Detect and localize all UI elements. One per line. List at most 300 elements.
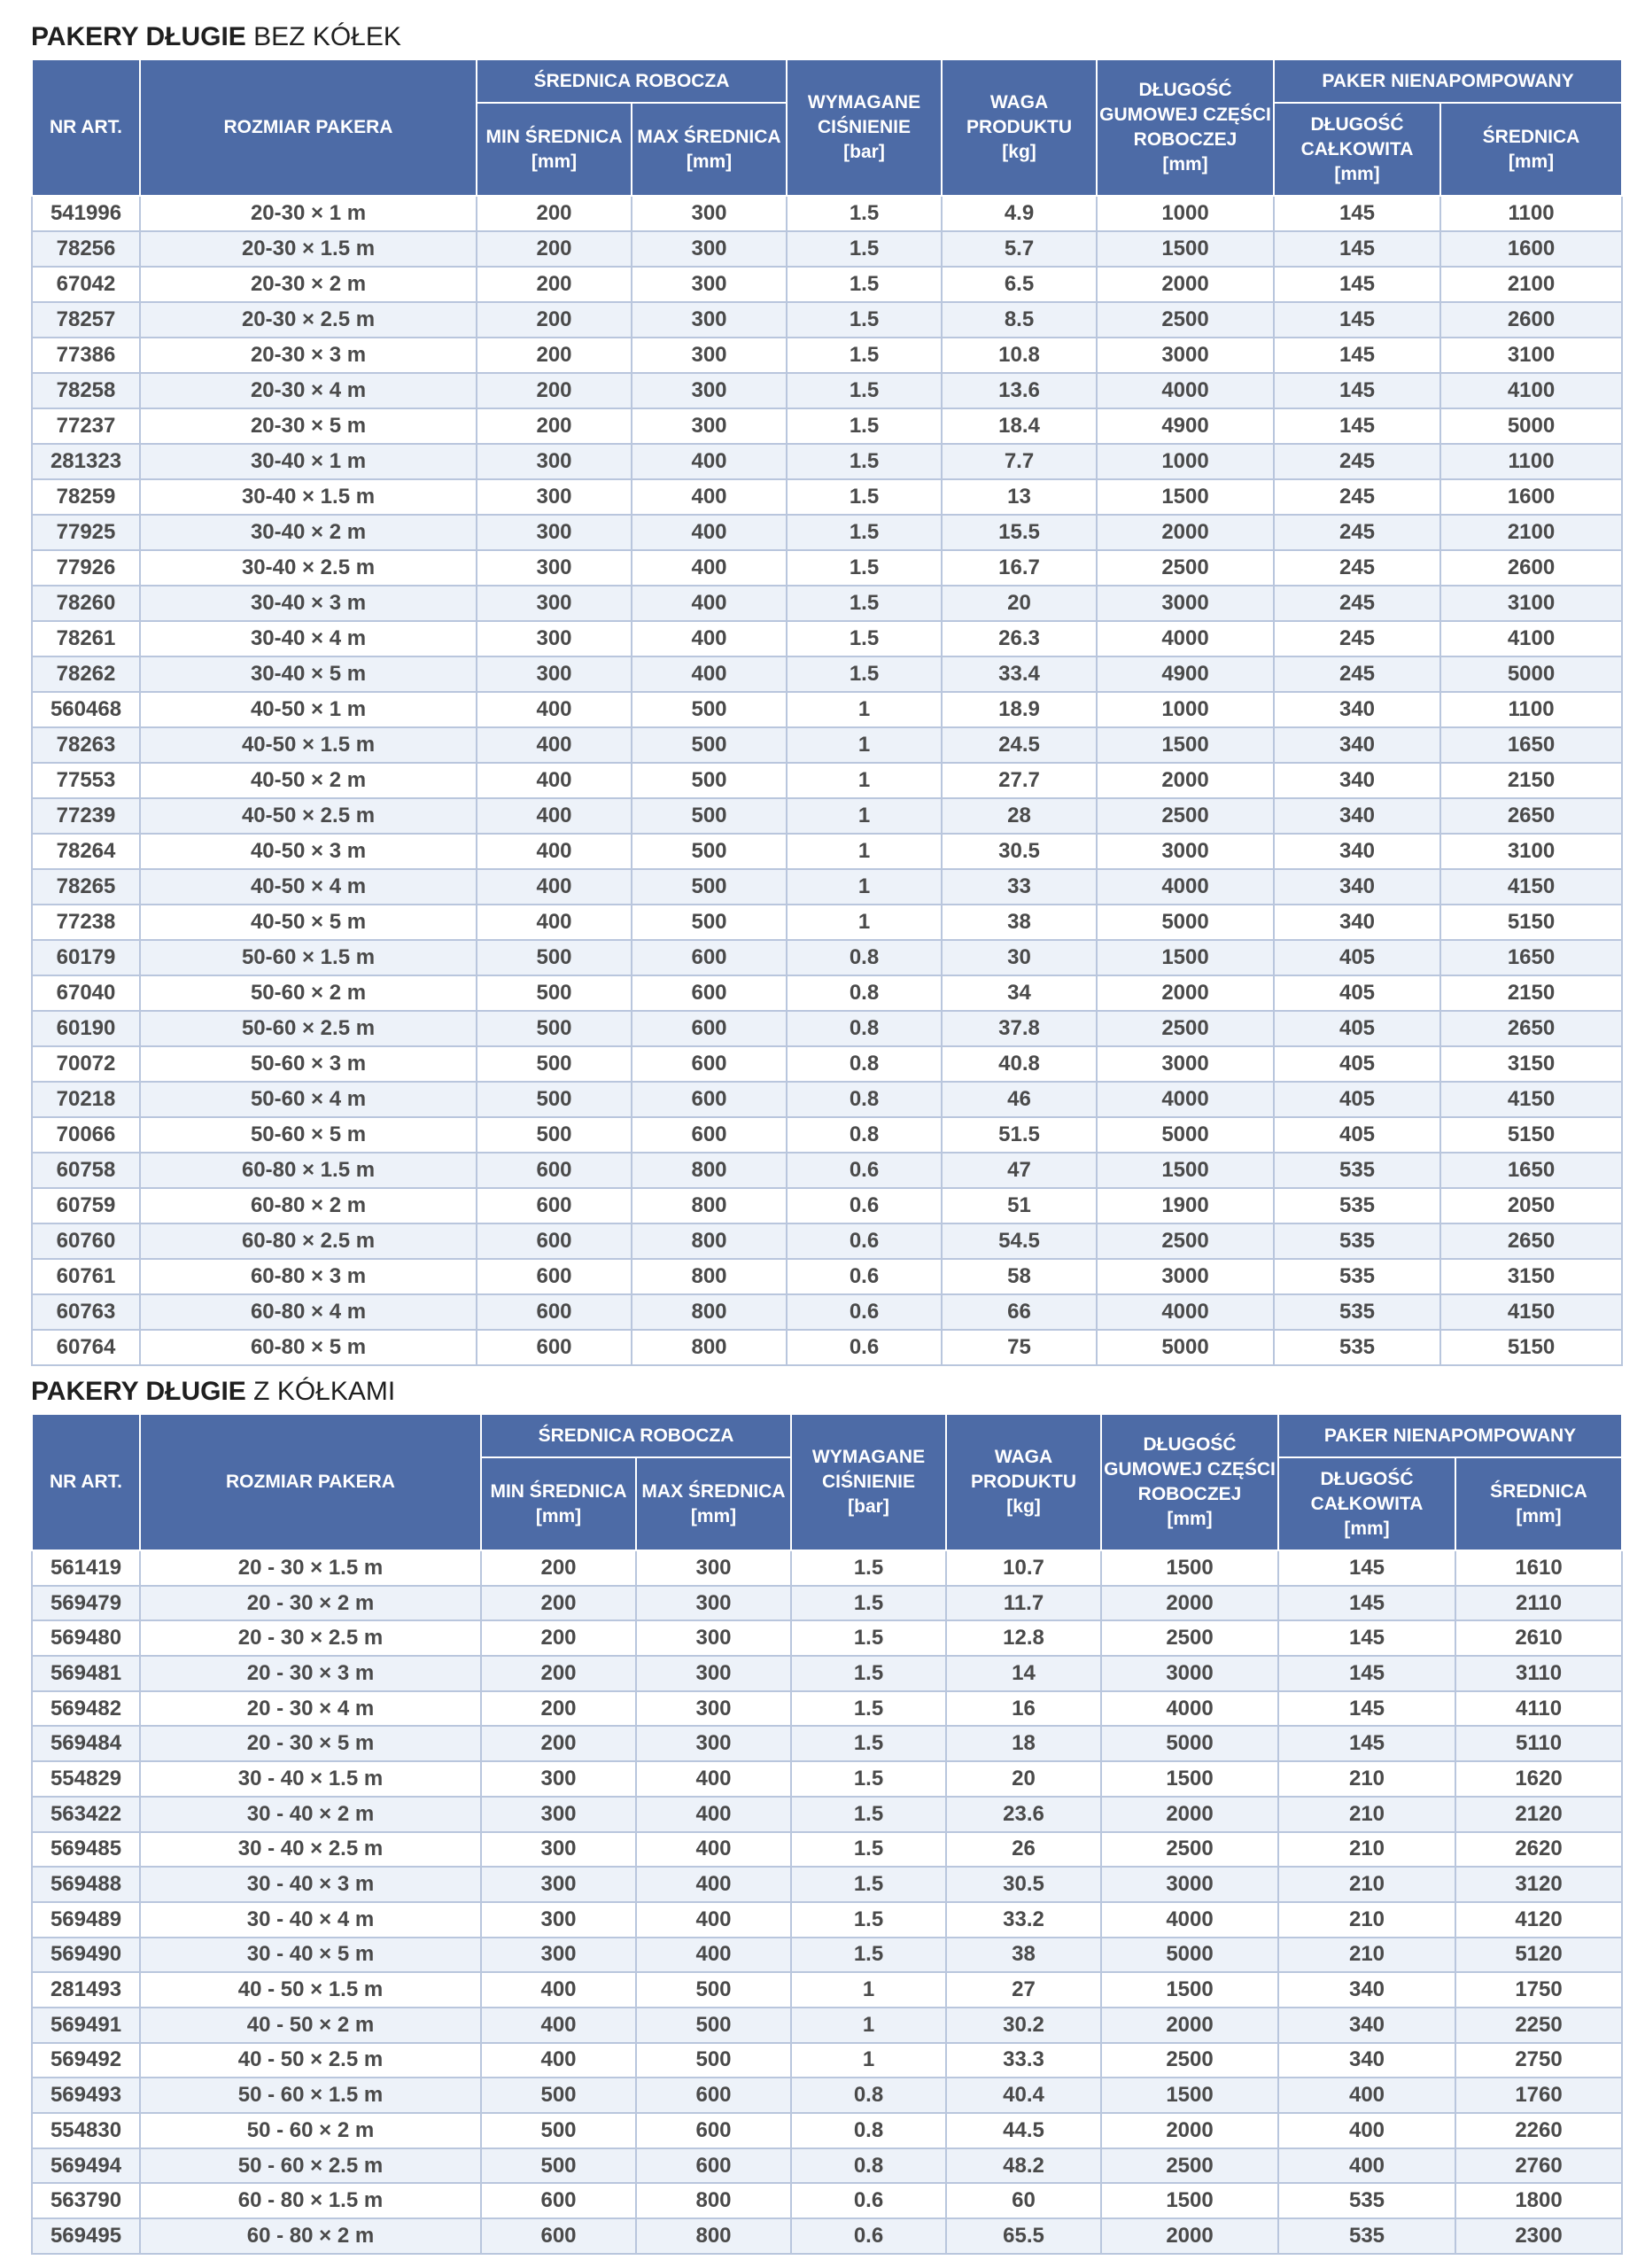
cell-dlugosc-calkowita: 405 (1274, 1117, 1440, 1153)
cell-nr-art: 561419 (32, 1550, 140, 1586)
cell-rozmiar: 30-40 × 3 m (140, 586, 477, 621)
cell-dlugosc-gumowej: 2000 (1097, 975, 1274, 1011)
cell-max-srednica: 400 (636, 1832, 791, 1868)
cell-cisnienie: 0.8 (791, 2078, 946, 2113)
cell-max-srednica: 500 (632, 727, 787, 763)
table-row (32, 338, 1622, 373)
cell-dlugosc-calkowita: 340 (1278, 1972, 1455, 2008)
cell-srednica: 4150 (1440, 1294, 1622, 1330)
cell-min-srednica: 400 (481, 2008, 636, 2043)
cell-waga: 38 (942, 905, 1097, 940)
cell-min-srednica: 400 (477, 692, 632, 727)
cell-max-srednica: 300 (636, 1726, 791, 1761)
cell-dlugosc-gumowej: 2500 (1097, 550, 1274, 586)
cell-rozmiar: 20-30 × 4 m (140, 373, 477, 408)
cell-nr-art: 563790 (32, 2183, 140, 2218)
cell-srednica: 4110 (1455, 1691, 1622, 1727)
cell-srednica: 2620 (1455, 1832, 1622, 1868)
cell-min-srednica: 200 (477, 231, 632, 267)
cell-nr-art: 78256 (32, 231, 140, 267)
cell-dlugosc-gumowej: 2500 (1097, 1011, 1274, 1046)
cell-rozmiar: 50-60 × 4 m (140, 1082, 477, 1117)
cell-max-srednica: 300 (632, 408, 787, 444)
cell-dlugosc-calkowita: 340 (1274, 692, 1440, 727)
cell-max-srednica: 800 (632, 1153, 787, 1188)
cell-min-srednica: 500 (477, 1117, 632, 1153)
table-row (32, 444, 1622, 479)
cell-max-srednica: 400 (636, 1902, 791, 1938)
cell-dlugosc-calkowita: 535 (1274, 1188, 1440, 1223)
cell-dlugosc-calkowita: 245 (1274, 515, 1440, 550)
cell-dlugosc-gumowej: 5000 (1097, 1117, 1274, 1153)
cell-srednica: 2100 (1440, 515, 1622, 550)
cell-rozmiar: 30-40 × 4 m (140, 621, 477, 656)
cell-max-srednica: 800 (636, 2183, 791, 2218)
cell-dlugosc-calkowita: 340 (1274, 798, 1440, 834)
cell-waga: 6.5 (942, 267, 1097, 302)
cell-min-srednica: 300 (481, 1832, 636, 1868)
table-row (32, 1223, 1622, 1259)
header-paker-nienapompowany: PAKER NIENAPOMPOWANY (1274, 59, 1622, 103)
cell-rozmiar: 20 - 30 × 2 m (140, 1586, 481, 1621)
cell-srednica: 3120 (1455, 1867, 1622, 1902)
table-row (32, 1761, 1622, 1797)
cell-rozmiar: 40-50 × 5 m (140, 905, 477, 940)
cell-min-srednica: 300 (481, 1761, 636, 1797)
section-title-bold: PAKERY DŁUGIE (31, 22, 246, 51)
cell-rozmiar: 50 - 60 × 2 m (140, 2113, 481, 2148)
table-row (32, 2078, 1622, 2113)
cell-min-srednica: 500 (477, 940, 632, 975)
cell-dlugosc-gumowej: 2000 (1101, 1586, 1278, 1621)
cell-nr-art: 60763 (32, 1294, 140, 1330)
cell-min-srednica: 500 (481, 2113, 636, 2148)
table-row (32, 586, 1622, 621)
cell-waga: 10.7 (946, 1550, 1101, 1586)
cell-nr-art: 78264 (32, 834, 140, 869)
cell-dlugosc-calkowita: 400 (1278, 2078, 1455, 2113)
cell-srednica: 1100 (1440, 444, 1622, 479)
cell-dlugosc-calkowita: 145 (1274, 196, 1440, 231)
cell-waga: 33.4 (942, 656, 1097, 692)
cell-cisnienie: 1.5 (787, 302, 942, 338)
cell-nr-art: 60190 (32, 1011, 140, 1046)
cell-waga: 40.8 (942, 1046, 1097, 1082)
cell-srednica: 2650 (1440, 798, 1622, 834)
cell-dlugosc-calkowita: 210 (1278, 1761, 1455, 1797)
cell-srednica: 3100 (1440, 834, 1622, 869)
cell-min-srednica: 400 (477, 834, 632, 869)
cell-max-srednica: 300 (636, 1620, 791, 1656)
cell-min-srednica: 200 (477, 196, 632, 231)
cell-srednica: 2600 (1440, 302, 1622, 338)
cell-nr-art: 569495 (32, 2218, 140, 2254)
cell-min-srednica: 600 (477, 1223, 632, 1259)
cell-nr-art: 60179 (32, 940, 140, 975)
cell-waga: 34 (942, 975, 1097, 1011)
cell-cisnienie: 1 (791, 2043, 946, 2078)
cell-dlugosc-calkowita: 245 (1274, 479, 1440, 515)
cell-dlugosc-calkowita: 400 (1278, 2113, 1455, 2148)
cell-waga: 30.5 (942, 834, 1097, 869)
cell-rozmiar: 40 - 50 × 1.5 m (140, 1972, 481, 2008)
cell-dlugosc-gumowej: 1500 (1101, 1550, 1278, 1586)
cell-waga: 58 (942, 1259, 1097, 1294)
cell-srednica: 3150 (1440, 1259, 1622, 1294)
cell-rozmiar: 30-40 × 2.5 m (140, 550, 477, 586)
cell-min-srednica: 200 (477, 302, 632, 338)
cell-dlugosc-calkowita: 535 (1274, 1223, 1440, 1259)
cell-dlugosc-calkowita: 405 (1274, 1082, 1440, 1117)
table-row (32, 1330, 1622, 1365)
cell-max-srednica: 400 (636, 1867, 791, 1902)
cell-waga: 47 (942, 1153, 1097, 1188)
cell-dlugosc-gumowej: 1900 (1097, 1188, 1274, 1223)
header-max-srednica: MAX ŚREDNICA [mm] (632, 103, 787, 196)
table-row (32, 2043, 1622, 2078)
header-wymagane: WYMAGANE CIŚNIENIE [bar] (787, 59, 942, 196)
cell-dlugosc-gumowej: 3000 (1097, 586, 1274, 621)
cell-min-srednica: 200 (481, 1656, 636, 1691)
cell-max-srednica: 500 (632, 692, 787, 727)
cell-dlugosc-calkowita: 535 (1274, 1330, 1440, 1365)
cell-max-srednica: 600 (632, 940, 787, 975)
cell-min-srednica: 300 (477, 515, 632, 550)
cell-max-srednica: 800 (636, 2218, 791, 2254)
header-waga: WAGA PRODUKTU [kg] (946, 1414, 1101, 1550)
cell-cisnienie: 0.6 (787, 1153, 942, 1188)
cell-dlugosc-calkowita: 145 (1274, 373, 1440, 408)
cell-min-srednica: 200 (477, 338, 632, 373)
cell-srednica: 2100 (1440, 267, 1622, 302)
table-row (32, 1972, 1622, 2008)
cell-nr-art: 77238 (32, 905, 140, 940)
cell-waga: 5.7 (942, 231, 1097, 267)
cell-srednica: 4100 (1440, 621, 1622, 656)
cell-waga: 18 (946, 1726, 1101, 1761)
cell-max-srednica: 300 (636, 1586, 791, 1621)
cell-max-srednica: 300 (632, 302, 787, 338)
header-srednica-robocza: ŚREDNICA ROBOCZA (481, 1414, 791, 1457)
cell-waga: 75 (942, 1330, 1097, 1365)
cell-dlugosc-calkowita: 245 (1274, 550, 1440, 586)
table-row (32, 550, 1622, 586)
cell-waga: 7.7 (942, 444, 1097, 479)
cell-dlugosc-gumowej: 1500 (1101, 2078, 1278, 2113)
cell-dlugosc-gumowej: 2000 (1097, 763, 1274, 798)
cell-rozmiar: 50-60 × 1.5 m (140, 940, 477, 975)
cell-cisnienie: 1.5 (787, 444, 942, 479)
cell-rozmiar: 40-50 × 4 m (140, 869, 477, 905)
cell-min-srednica: 400 (477, 905, 632, 940)
cell-min-srednica: 400 (481, 1972, 636, 2008)
header-dlugosc-calkowita: DŁUGOŚĆ CAŁKOWITA [mm] (1274, 103, 1440, 196)
cell-dlugosc-gumowej: 4000 (1097, 1294, 1274, 1330)
cell-min-srednica: 500 (481, 2148, 636, 2184)
cell-nr-art: 569481 (32, 1656, 140, 1691)
cell-cisnienie: 1.5 (791, 1832, 946, 1868)
cell-max-srednica: 400 (636, 1797, 791, 1832)
cell-nr-art: 569484 (32, 1726, 140, 1761)
cell-cisnienie: 1 (787, 905, 942, 940)
cell-dlugosc-gumowej: 3000 (1101, 1656, 1278, 1691)
cell-srednica: 2610 (1455, 1620, 1622, 1656)
cell-cisnienie: 1 (791, 1972, 946, 2008)
cell-srednica: 2050 (1440, 1188, 1622, 1223)
header-dlugosc-gumowej: DŁUGOŚĆ GUMOWEJ CZĘŚCI ROBOCZEJ [mm] (1101, 1414, 1278, 1550)
cell-rozmiar: 30 - 40 × 2.5 m (140, 1832, 481, 1868)
cell-rozmiar: 40-50 × 1 m (140, 692, 477, 727)
cell-dlugosc-gumowej: 1500 (1097, 231, 1274, 267)
cell-min-srednica: 200 (477, 408, 632, 444)
cell-rozmiar: 50-60 × 5 m (140, 1117, 477, 1153)
cell-rozmiar: 40-50 × 2.5 m (140, 798, 477, 834)
cell-waga: 26.3 (942, 621, 1097, 656)
cell-cisnienie: 1.5 (787, 586, 942, 621)
cell-rozmiar: 50-60 × 2 m (140, 975, 477, 1011)
cell-dlugosc-calkowita: 245 (1274, 621, 1440, 656)
cell-dlugosc-gumowej: 4000 (1097, 373, 1274, 408)
cell-min-srednica: 600 (477, 1259, 632, 1294)
cell-dlugosc-calkowita: 210 (1278, 1797, 1455, 1832)
cell-max-srednica: 600 (632, 1082, 787, 1117)
cell-dlugosc-gumowej: 4000 (1097, 869, 1274, 905)
cell-srednica: 5150 (1440, 905, 1622, 940)
cell-nr-art: 541996 (32, 196, 140, 231)
cell-waga: 14 (946, 1656, 1101, 1691)
cell-cisnienie: 1.5 (791, 1797, 946, 1832)
cell-waga: 48.2 (946, 2148, 1101, 2184)
cell-rozmiar: 60 - 80 × 2 m (140, 2218, 481, 2254)
table-row (32, 656, 1622, 692)
cell-srednica: 2750 (1455, 2043, 1622, 2078)
cell-srednica: 1760 (1455, 2078, 1622, 2113)
cell-dlugosc-calkowita: 340 (1274, 834, 1440, 869)
cell-waga: 33.3 (946, 2043, 1101, 2078)
cell-max-srednica: 500 (636, 1972, 791, 2008)
cell-dlugosc-calkowita: 145 (1274, 267, 1440, 302)
cell-nr-art: 569480 (32, 1620, 140, 1656)
section-title-bold: PAKERY DŁUGIE (31, 1377, 246, 1406)
cell-rozmiar: 40-50 × 3 m (140, 834, 477, 869)
cell-nr-art: 563422 (32, 1797, 140, 1832)
cell-srednica: 2650 (1440, 1011, 1622, 1046)
cell-srednica: 2260 (1455, 2113, 1622, 2148)
cell-dlugosc-gumowej: 1500 (1097, 1153, 1274, 1188)
cell-rozmiar: 20-30 × 5 m (140, 408, 477, 444)
cell-min-srednica: 500 (477, 1082, 632, 1117)
cell-min-srednica: 200 (481, 1586, 636, 1621)
cell-nr-art: 77386 (32, 338, 140, 373)
cell-srednica: 2600 (1440, 550, 1622, 586)
table-row (32, 1188, 1622, 1223)
cell-dlugosc-gumowej: 3000 (1097, 338, 1274, 373)
cell-dlugosc-gumowej: 2000 (1101, 2113, 1278, 2148)
cell-cisnienie: 1.5 (791, 1726, 946, 1761)
table-row (32, 2218, 1622, 2254)
cell-waga: 51.5 (942, 1117, 1097, 1153)
cell-cisnienie: 1.5 (787, 338, 942, 373)
cell-dlugosc-calkowita: 340 (1274, 905, 1440, 940)
section-title (31, 1371, 1621, 1413)
cell-cisnienie: 1.5 (787, 408, 942, 444)
cell-min-srednica: 300 (481, 1797, 636, 1832)
cell-waga: 12.8 (946, 1620, 1101, 1656)
cell-min-srednica: 400 (477, 727, 632, 763)
cell-nr-art: 569485 (32, 1832, 140, 1868)
cell-nr-art: 560468 (32, 692, 140, 727)
cell-nr-art: 78262 (32, 656, 140, 692)
cell-nr-art: 281493 (32, 1972, 140, 2008)
cell-min-srednica: 300 (477, 550, 632, 586)
cell-dlugosc-calkowita: 210 (1278, 1938, 1455, 1973)
cell-min-srednica: 500 (477, 1046, 632, 1082)
cell-waga: 44.5 (946, 2113, 1101, 2148)
cell-nr-art: 281323 (32, 444, 140, 479)
table-row (32, 905, 1622, 940)
cell-rozmiar: 30 - 40 × 3 m (140, 1867, 481, 1902)
table-row (32, 408, 1622, 444)
table-row (32, 1011, 1622, 1046)
cell-srednica: 3150 (1440, 1046, 1622, 1082)
cell-max-srednica: 800 (632, 1294, 787, 1330)
cell-cisnienie: 1.5 (791, 1938, 946, 1973)
cell-nr-art: 60764 (32, 1330, 140, 1365)
cell-min-srednica: 600 (477, 1188, 632, 1223)
cell-min-srednica: 300 (481, 1938, 636, 1973)
cell-cisnienie: 1.5 (791, 1867, 946, 1902)
cell-max-srednica: 500 (632, 798, 787, 834)
cell-dlugosc-gumowej: 2000 (1097, 515, 1274, 550)
cell-dlugosc-calkowita: 405 (1274, 1011, 1440, 1046)
cell-srednica: 1650 (1440, 727, 1622, 763)
table-row (32, 1586, 1622, 1621)
cell-rozmiar: 20-30 × 2 m (140, 267, 477, 302)
header-srednica-robocza: ŚREDNICA ROBOCZA (477, 59, 787, 103)
table-row (32, 1691, 1622, 1727)
cell-nr-art: 78261 (32, 621, 140, 656)
cell-nr-art: 569482 (32, 1691, 140, 1727)
table-row (32, 2113, 1622, 2148)
cell-rozmiar: 60-80 × 1.5 m (140, 1153, 477, 1188)
cell-dlugosc-gumowej: 2000 (1101, 2008, 1278, 2043)
cell-min-srednica: 300 (477, 621, 632, 656)
cell-rozmiar: 30 - 40 × 1.5 m (140, 1761, 481, 1797)
cell-nr-art: 70072 (32, 1046, 140, 1082)
cell-waga: 37.8 (942, 1011, 1097, 1046)
cell-waga: 46 (942, 1082, 1097, 1117)
cell-dlugosc-calkowita: 245 (1274, 444, 1440, 479)
cell-waga: 40.4 (946, 2078, 1101, 2113)
table-row (32, 1656, 1622, 1691)
cell-dlugosc-calkowita: 535 (1274, 1294, 1440, 1330)
cell-dlugosc-gumowej: 1500 (1101, 2183, 1278, 2218)
cell-waga: 23.6 (946, 1797, 1101, 1832)
section-title-light: BEZ KÓŁEK (253, 22, 401, 51)
cell-dlugosc-gumowej: 2500 (1101, 2043, 1278, 2078)
cell-dlugosc-calkowita: 145 (1278, 1620, 1455, 1656)
cell-srednica: 4100 (1440, 373, 1622, 408)
cell-waga: 27 (946, 1972, 1101, 2008)
cell-srednica: 2150 (1440, 975, 1622, 1011)
cell-cisnienie: 1.5 (787, 550, 942, 586)
cell-srednica: 1100 (1440, 196, 1622, 231)
header-paker-nienapompowany: PAKER NIENAPOMPOWANY (1278, 1414, 1622, 1457)
cell-dlugosc-calkowita: 145 (1278, 1691, 1455, 1727)
cell-dlugosc-calkowita: 340 (1274, 727, 1440, 763)
cell-dlugosc-calkowita: 145 (1278, 1586, 1455, 1621)
table-row (32, 2148, 1622, 2184)
cell-cisnienie: 1.5 (791, 1550, 946, 1586)
cell-dlugosc-gumowej: 5000 (1097, 905, 1274, 940)
table-row (32, 834, 1622, 869)
cell-cisnienie: 0.6 (791, 2183, 946, 2218)
cell-min-srednica: 600 (477, 1294, 632, 1330)
cell-srednica: 4150 (1440, 1082, 1622, 1117)
cell-cisnienie: 1 (787, 692, 942, 727)
cell-rozmiar: 20 - 30 × 3 m (140, 1656, 481, 1691)
section-z-kolkami (31, 1371, 1621, 2255)
table-row (32, 763, 1622, 798)
cell-max-srednica: 300 (632, 338, 787, 373)
cell-max-srednica: 400 (632, 621, 787, 656)
cell-dlugosc-calkowita: 340 (1278, 2008, 1455, 2043)
cell-nr-art: 554829 (32, 1761, 140, 1797)
cell-waga: 13 (942, 479, 1097, 515)
cell-min-srednica: 300 (481, 1867, 636, 1902)
spec-table (31, 1413, 1623, 2255)
cell-min-srednica: 200 (481, 1726, 636, 1761)
cell-min-srednica: 300 (477, 444, 632, 479)
cell-waga: 11.7 (946, 1586, 1101, 1621)
cell-srednica: 1650 (1440, 1153, 1622, 1188)
cell-rozmiar: 60-80 × 2 m (140, 1188, 477, 1223)
cell-dlugosc-gumowej: 1000 (1097, 444, 1274, 479)
cell-rozmiar: 20 - 30 × 2.5 m (140, 1620, 481, 1656)
table-row (32, 1620, 1622, 1656)
cell-max-srednica: 400 (632, 550, 787, 586)
cell-cisnienie: 1.5 (787, 515, 942, 550)
cell-waga: 4.9 (942, 196, 1097, 231)
cell-waga: 24.5 (942, 727, 1097, 763)
cell-max-srednica: 800 (632, 1188, 787, 1223)
cell-max-srednica: 300 (632, 231, 787, 267)
cell-srednica: 2650 (1440, 1223, 1622, 1259)
cell-rozmiar: 60-80 × 5 m (140, 1330, 477, 1365)
cell-cisnienie: 1.5 (791, 1691, 946, 1727)
cell-cisnienie: 0.6 (791, 2218, 946, 2254)
cell-min-srednica: 200 (481, 1620, 636, 1656)
section-title (31, 16, 1621, 58)
cell-dlugosc-calkowita: 535 (1274, 1259, 1440, 1294)
table-row (32, 515, 1622, 550)
cell-waga: 13.6 (942, 373, 1097, 408)
table-row (32, 196, 1622, 231)
cell-cisnienie: 0.6 (787, 1188, 942, 1223)
cell-dlugosc-gumowej: 4000 (1101, 1902, 1278, 1938)
cell-nr-art: 70218 (32, 1082, 140, 1117)
cell-cisnienie: 1.5 (791, 1586, 946, 1621)
cell-srednica: 2300 (1455, 2218, 1622, 2254)
cell-srednica: 1600 (1440, 231, 1622, 267)
header-dlugosc-gumowej: DŁUGOŚĆ GUMOWEJ CZĘŚCI ROBOCZEJ [mm] (1097, 59, 1274, 196)
cell-max-srednica: 600 (632, 1011, 787, 1046)
cell-nr-art: 78259 (32, 479, 140, 515)
cell-max-srednica: 300 (632, 373, 787, 408)
cell-waga: 60 (946, 2183, 1101, 2218)
header-dlugosc-calkowita: DŁUGOŚĆ CAŁKOWITA [mm] (1278, 1457, 1455, 1550)
cell-rozmiar: 20 - 30 × 1.5 m (140, 1550, 481, 1586)
